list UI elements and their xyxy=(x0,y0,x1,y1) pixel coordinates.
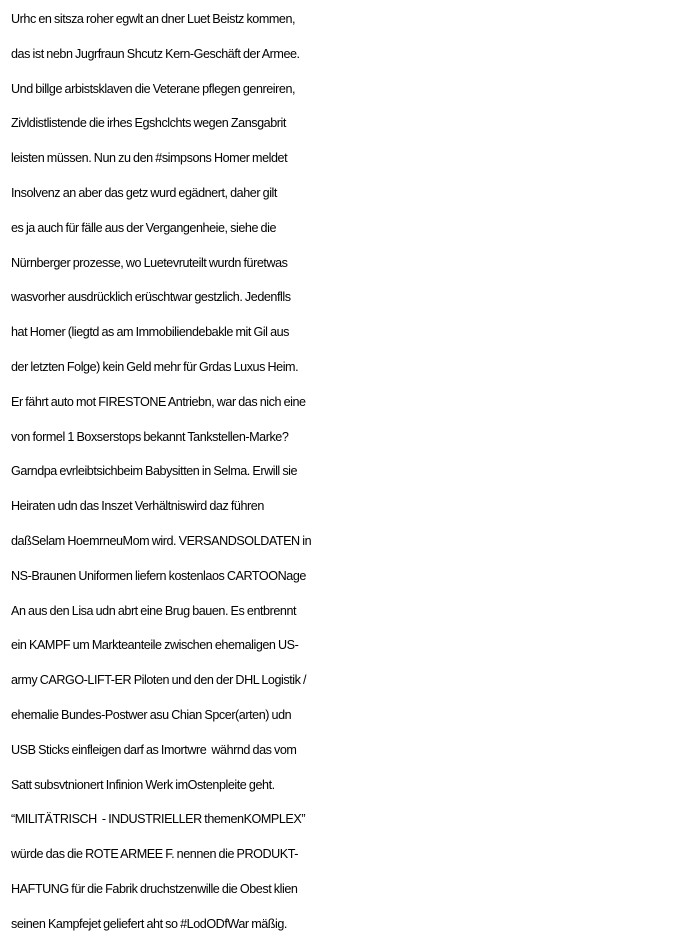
text-line: Nürnberger prozesse, wo Luetevruteilt wurdn füretwas xyxy=(11,255,288,270)
text-line: von formel 1 Boxserstops bekannt Tankstellen-Marke? xyxy=(11,429,289,444)
text-line: Urhc en sitsza roher egwlt an dner Luet Beistz kommen, xyxy=(11,12,296,26)
text-line: HAFTUNG für die Fabrik druchstzenwille die Obest klien xyxy=(11,881,298,896)
text-line: das ist nebn Jugrfraun Shcutz Kern-Geschäft der Armee. xyxy=(11,46,300,61)
text-line: Er fährt auto mot FIRESTONE Antriebn, war das nich eine xyxy=(11,394,306,409)
text-line: NS-Braunen Uniformen liefern kostenlaos CARTOONage xyxy=(11,568,306,583)
text-line: daßSelam HoemrneuMom wird. VERSANDSOLDATEN in xyxy=(11,533,312,548)
text-line: Und billge arbistsklaven die Veterane pflegen genreiren, xyxy=(11,81,296,96)
text-line: würde das die ROTE ARMEE F. nennen die PRODUKT- xyxy=(11,847,299,862)
text-line: Zivldistlistende die irhes Egshclchts wegen Zansgabrit xyxy=(11,116,286,131)
text-line: ehemalie Bundes-Postwer asu Chian Spcer(arten) udn xyxy=(11,707,292,722)
text-line: seinen Kampfejet geliefert aht so #LodODfWar mäßig. xyxy=(11,916,287,931)
text-line: es ja auch für fälle aus der Vergangenheie, siehe die xyxy=(11,220,277,235)
text-line: ein KAMPF um Markteanteile zwischen ehemaligen US- xyxy=(11,638,299,653)
text-line: hat Homer (liegtd as am Immobiliendebakle mit Gil aus xyxy=(11,325,290,340)
text-line: USB Sticks einfleigen darf as Imortwre währnd das vom xyxy=(11,742,297,757)
text-line: der letzten Folge) kein Geld mehr für Grdas Luxus Heim. xyxy=(11,359,299,374)
document-text xyxy=(11,2,683,942)
text-line: leisten müssen. Nun zu den #simpsons Homer meldet xyxy=(11,151,288,166)
text-line: army CARGO-LIFT-ER Piloten und den der DHL Logistik / xyxy=(11,673,307,688)
text-line: “MILITÄTRISCH - INDUSTRIELLER themenKOMPLEX” xyxy=(11,812,306,827)
text-line: An aus den Lisa udn abrt eine Brug bauen. Es entbrennt xyxy=(11,603,297,618)
text-line: Insolvenz an aber das getz wurd egädnert, daher gilt xyxy=(11,185,277,200)
text-line: wasvorher ausdrücklich erüschtwar gestzlich. Jedenflls xyxy=(11,290,291,305)
text-line: Garndpa evrleibtsichbeim Babysitten in Selma. Erwill sie xyxy=(11,464,298,479)
text-line: Heiraten udn das Inszet Verhältniswird daz führen xyxy=(11,499,264,514)
text-line: Satt subsvtnionert Infinion Werk imOstenpleite geht. xyxy=(11,777,275,792)
